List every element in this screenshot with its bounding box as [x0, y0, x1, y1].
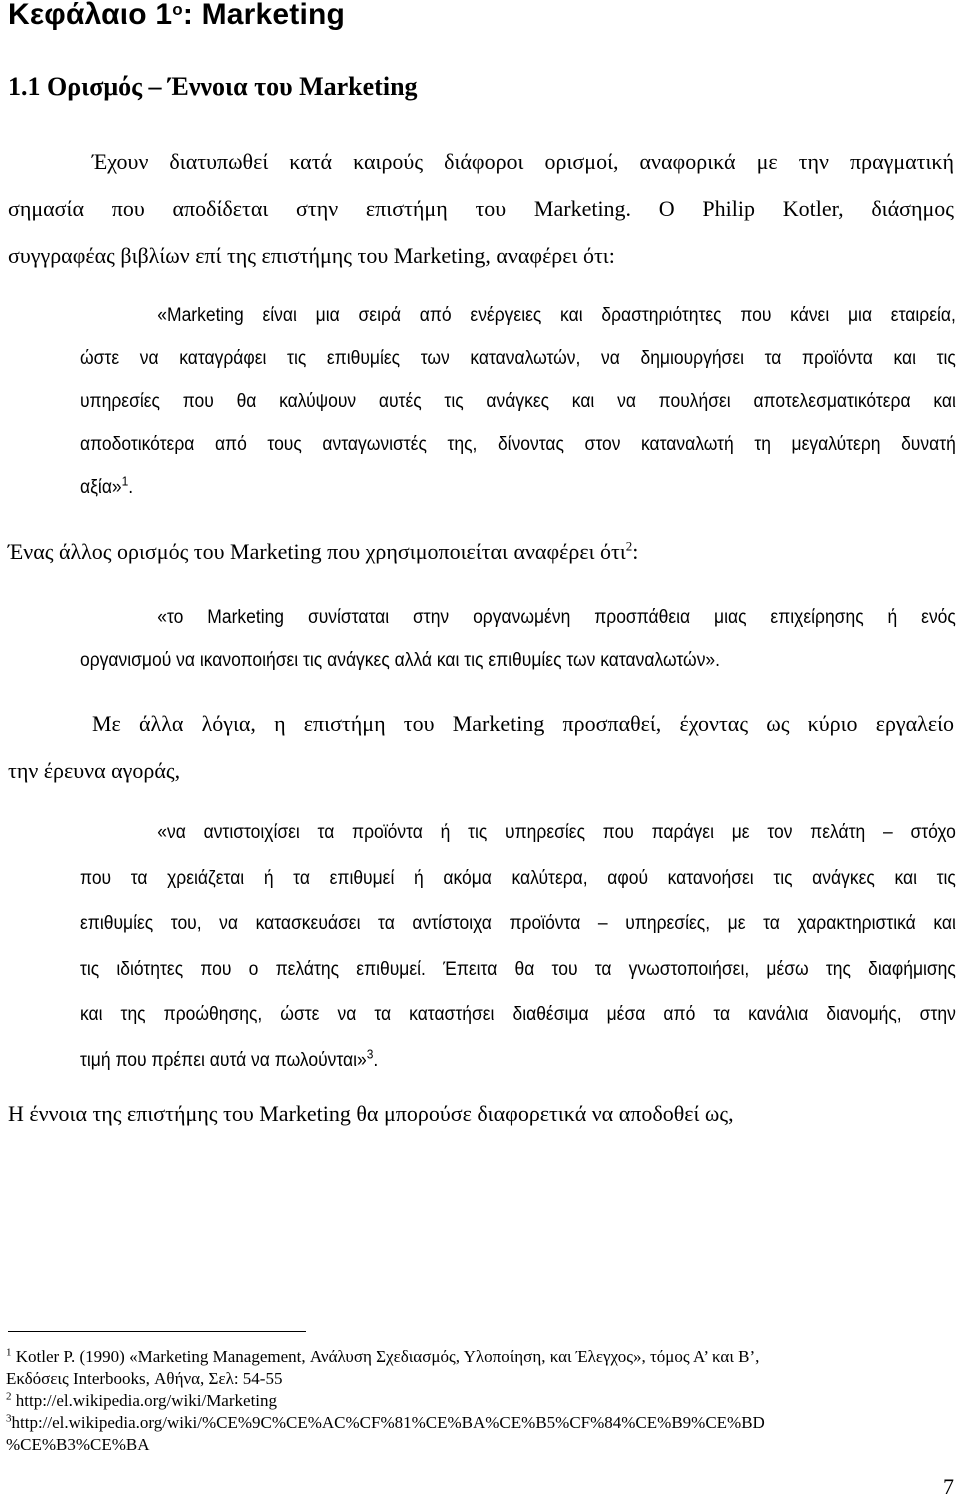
footnote-separator — [8, 1331, 306, 1332]
footnote-1-line-2: Εκδόσεις Interbooks, Αθήνα, Σελ: 54-55 — [6, 1369, 283, 1388]
footnote-2-link[interactable]: http://el.wikipedia.org/wiki/Marketing — [11, 1391, 278, 1410]
footnote-1-number: 1 — [6, 1346, 12, 1359]
intro-line-2: σημασία που αποδίδεται στην επιστήμη του Marketing. Ο Philip Kotler, διάσημος — [8, 196, 954, 221]
customer-quote-line-3: επιθυμίες του, να κατασκευάσει τα αντίστοιχα προϊόντα – υπηρεσίες, με τα χαρακτηριστικά και — [80, 913, 956, 934]
kotler-quote — [80, 294, 956, 509]
organization-quote-line-1: «το Marketing συνίσταται στην οργανωμένη προσπάθεια μιας επιχείρησης ή ενός — [157, 607, 956, 628]
kotler-quote-period: . — [128, 477, 134, 498]
kotler-quote-line-2: ώστε να καταγράφει τις επιθυμίες των καταναλωτών, να δημιουργήσει τα προϊόντα και τις — [80, 348, 956, 369]
concept-paragraph — [8, 1090, 954, 1137]
customer-quote-line-1: «να αντιστοιχίσει τα προϊόντα ή τις υπηρεσίες που παράγει με τον πελάτη – στόχο — [157, 822, 956, 843]
kotler-quote-line-4: αποδοτικότερα από τους ανταγωνιστές της, δίνοντας στον καταναλωτή τη μεγαλύτερη δυνατή — [80, 434, 956, 455]
customer-quote-end-text: τιμή που πρέπει αυτά να πωλούνται» — [80, 1049, 367, 1071]
customer-quote-line-6 — [80, 1038, 956, 1084]
footnote-ref-2: 2 — [625, 538, 633, 554]
footnote-2-number: 2 — [6, 1390, 12, 1403]
customer-quote-line-4: τις ιδιότητες που ο πελάτης επιθυμεί. Έπειτα θα του τα γνωστοποιήσει, μέσω της διαφήμισης — [80, 958, 956, 980]
footnote-ref-1: 1 — [121, 473, 129, 489]
customer-quote-period: . — [373, 1049, 379, 1071]
intro-line-1: Έχουν διατυπωθεί κατά καιρούς διάφοροι ορισμοί, αναφορικά με την πραγματική — [92, 149, 954, 174]
kotler-quote-end-text: αξία» — [80, 477, 122, 498]
chapter-title-suffix: : Marketing — [182, 0, 346, 31]
footnote-ref-3: 3 — [366, 1046, 374, 1062]
footnote-3 — [6, 1412, 956, 1456]
kotler-quote-line-5 — [80, 466, 956, 509]
page-number: 7 — [943, 1474, 954, 1499]
intro-paragraph — [8, 138, 954, 279]
research-line-1: Με άλλα λόγια, η επιστήμη του Marketing προσπαθεί, έχοντας ως κύριο εργαλείο — [92, 711, 954, 736]
chapter-title-prefix: Κεφάλαιο 1 — [8, 0, 173, 31]
chapter-title — [8, 0, 345, 32]
kotler-quote-line-1: «Marketing είναι μια σειρά από ενέργειες και δραστηριότητες που κάνει μια εταιρεία, — [157, 305, 956, 326]
organization-quote-line-2: οργανισμού να ικανοποιήσει τις ανάγκες αλλά και τις επιθυμίες των καταναλωτών». — [80, 650, 721, 671]
footnote-3-link[interactable]: http://el.wikipedia.org/wiki/%CE%9C%CE%AC%CF%81%CE%BA%CE%B5%CF%84%CE%B9%CE%BD — [11, 1413, 765, 1432]
customer-quote — [80, 810, 956, 1083]
footnote-2 — [6, 1390, 956, 1412]
research-paragraph — [8, 700, 954, 794]
footnote-3-link-continued[interactable]: %CE%B3%CE%BA — [6, 1435, 150, 1454]
chapter-title-ordinal: ο — [172, 0, 183, 19]
kotler-quote-line-3: υπηρεσίες που θα καλύψουν αυτές τις ανάγκες και να πουλήσει αποτελεσματικότερα και — [80, 391, 956, 412]
research-line-2: την έρευνα αγοράς, — [8, 758, 181, 783]
customer-quote-line-5: και της προώθησης, ώστε να τα καταστήσει διαθέσιμα μέσα από τα κανάλια διανομής, στην — [80, 1004, 956, 1025]
footnote-1-line-1: Kotler P. (1990) «Marketing Management, Ανάλυση Σχεδιασμός, Υλοποίηση, και Έλεγχος», τόμος Α’ και Β’, — [11, 1347, 760, 1366]
customer-quote-line-2: που τα χρειάζεται ή τα επιθυμεί ή ακόμα καλύτερα, αφού κατανοήσει τις ανάγκες και τις — [80, 867, 956, 889]
organization-quote — [80, 596, 956, 682]
intro-line-3: συγγραφέας βιβλίων επί της επιστήμης του Marketing, αναφέρει ότι: — [8, 243, 615, 268]
footnote-3-number: 3 — [6, 1412, 12, 1425]
concept-line: Η έννοια της επιστήμης του Marketing θα μπορούσε διαφορετικά να αποδοθεί ως, — [8, 1101, 734, 1126]
footnote-1 — [6, 1346, 956, 1390]
section-title: 1.1 Ορισμός – Έννοια του Marketing — [8, 72, 418, 101]
definition-paragraph — [8, 528, 954, 575]
definition-colon: : — [632, 539, 639, 564]
definition-text: Ένας άλλος ορισμός του Marketing που χρησιμοποιείται αναφέρει ότι — [8, 539, 626, 564]
footnotes — [6, 1346, 956, 1456]
